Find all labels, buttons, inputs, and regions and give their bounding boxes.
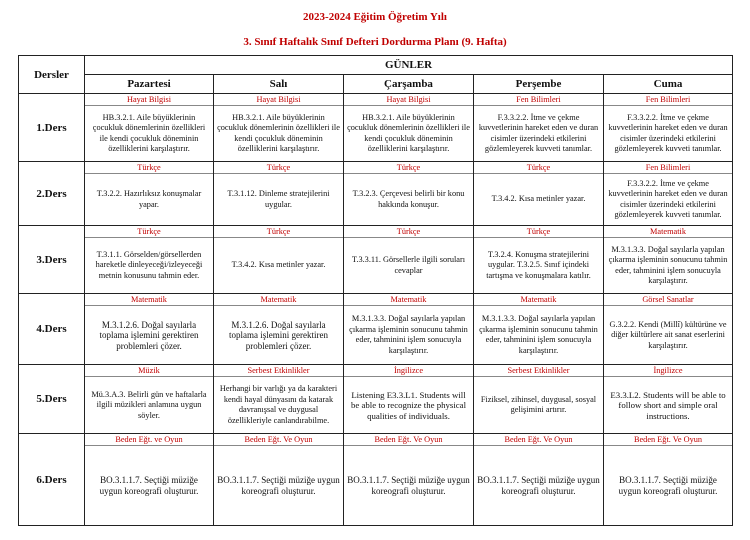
objective-text: M.3.1.2.6. Doğal sayılarla toplama işlemini gerektiren problemleri çözer. [99,319,199,351]
lesson-cell-inner [344,294,473,364]
lesson-cell [604,162,733,226]
objective-text: HB.3.2.1. Aile büyüklerinin çocukluk dönemlerinin özellikleri ile kendi çocukluk döneminin özelliklerini karşılaştırır. [347,112,470,154]
lesson-cell [474,294,604,365]
subject-label: Serbest Etkinlikler [474,365,603,377]
lesson-cell [85,94,214,162]
lesson-cell-inner [604,94,732,161]
subject-label: Matematik [85,294,213,306]
lessons-header: Dersler [19,56,85,94]
lesson-cell [85,365,214,434]
subject-label: Hayat Bilgisi [344,94,473,106]
day-header: Perşembe [474,75,604,94]
lesson-cell [344,94,474,162]
objective-text: Listening E3.3.L1. Students will be able to recognize the physical qualities of individuals. [350,389,467,421]
objective-text: M.3.1.3.3. Doğal sayılarla yapılan çıkarma işleminin sonucunu tahmin eder, tahminini işlem sonucuyla karşılaştırır. [349,314,468,355]
lesson-cell [604,294,733,365]
objective-text: Mü.3.A.3. Belirli gün ve haftalarla ilgili müzikleri anlamına uygun söyler. [91,389,207,420]
objective-text: Herhangi bir varlığı ya da karakteri kendi hayal dünyasını da katarak davranışsal ve duygusal özellikleriyle canlandırabilme. [219,384,338,425]
lesson-cell-inner [474,294,603,364]
subject-label: Beden Eğt. Ve Oyun [214,434,343,446]
lesson-cell [344,365,474,434]
lesson-cell [214,162,344,226]
schedule-table [18,55,733,526]
lesson-cell [344,226,474,294]
lesson-cell-inner [474,162,603,225]
lesson-cell [474,226,604,294]
lesson-label: 6.Ders [19,434,85,526]
lesson-cell-inner [85,294,213,364]
lesson-cell-inner [344,434,473,525]
objective-text: T.3.4.2. Kısa metinler yazar. [491,194,586,204]
lesson-cell-inner [474,94,603,161]
objective-text: E3.3.L2. Students will be able to follow short and simple oral instructions. [610,389,726,421]
lesson-cell-inner [214,294,343,364]
subject-label: İngilizce [604,365,732,377]
days-header: GÜNLER [85,56,733,75]
lesson-row [19,94,733,162]
lesson-cell-inner [604,162,732,225]
objective-text: T.3.4.2. Kısa metinler yazar. [231,260,326,270]
lesson-cell [344,434,474,526]
lesson-cell [604,365,733,434]
objective-text: T.3.1.12. Dinleme stratejilerini uygular. [227,189,330,209]
objective-text: M.3.1.3.3. Doğal sayılarla yapılan çıkarma işleminin sonucunu tahmin eder, tahminini işlem sonucuyla karşılaştırır. [608,244,728,286]
day-header: Cuma [604,75,733,94]
subject-label: Beden Eğt. ve Oyun [85,434,213,446]
plan-title: 3. Sınıf Haftalık Sınıf Defteri Dordurma Planı (9. Hafta) [243,36,507,48]
objective-text: M.3.1.3.3. Doğal sayılarla yapılan çıkarma işleminin sonucunu tahmin eder, tahminini işlem sonucuyla karşılaştırır. [479,314,598,355]
lesson-cell-inner [85,94,213,161]
objective-text: BO.3.1.1.7. Seçtiği müziğe uygun koreografi oluşturur. [217,475,340,496]
subject-label: İngilizce [344,365,473,377]
lesson-cell-inner [604,294,732,364]
subject-label: Matematik [214,294,343,306]
objective-text: BO.3.1.1.7. Seçtiği müziğe uygun koreografi oluşturur. [99,475,199,496]
schedule-body [19,94,733,526]
lesson-cell-inner [85,226,213,293]
objective-text: F.3.3.2.2. İtme ve çekme kuvvetlerinin hareket eden ve duran cisimler üzerindeki etkilerini gözlemleyerek kuvveti tanımlar. [478,112,599,154]
subject-label: Fen Bilimleri [604,162,732,174]
objective-text: F.3.3.2.2. İtme ve çekme kuvvetlerinin hareket eden ve duran cisimler üzerindeki etkilerini gözlemleyerek kuvveti tanımlar. [608,178,728,220]
subject-label: Türkçe [344,226,473,238]
objective-text: M.3.1.2.6. Doğal sayılarla toplama işlemini gerektiren problemleri çözer. [229,319,328,351]
lesson-cell [214,365,344,434]
lesson-label: 2.Ders [19,162,85,226]
subject-label: Fen Bilimleri [604,94,732,106]
lesson-row [19,162,733,226]
lesson-cell-inner [344,162,473,225]
subject-label: Hayat Bilgisi [214,94,343,106]
lesson-cell-inner [214,365,343,433]
day-header: Salı [214,75,344,94]
objective-text: T.3.2.4. Konuşma stratejilerini uygular. T.3.2.5. Sınıf içindeki tartışma ve konuşmalara katılır. [486,249,591,280]
lesson-row [19,365,733,434]
day-header: Çarşamba [344,75,474,94]
lesson-cell-inner [604,226,732,293]
subject-label: Matematik [604,226,732,238]
lesson-cell-inner [474,226,603,293]
objective-text: F.3.3.2.2. İtme ve çekme kuvvetlerinin hareket eden ve duran cisimler üzerindeki etkilerini gözlemleyerek kuvveti tanımlar. [608,112,728,154]
subject-label: Türkçe [214,226,343,238]
subject-label: Beden Eğt. Ve Oyun [344,434,473,446]
lesson-cell-inner [344,365,473,433]
lesson-cell [85,162,214,226]
objective-text: HB.3.2.1. Aile büyüklerinin çocukluk dönemlerinin özellikleri ile kendi çocukluk döneminin özelliklerini karşılaştırır. [217,112,340,154]
lesson-row [19,226,733,294]
lesson-cell [85,294,214,365]
objective-text: T.3.3.11. Görsellerle ilgili soruları cevaplar [351,255,466,275]
subject-label: Türkçe [474,162,603,174]
objective-text: G.3.2.2. Kendi (Millî) kültürüne ve diğer kültürlere ait sanat eserlerini karşılaştırır. [609,319,727,350]
subject-label: Matematik [344,294,473,306]
lesson-row [19,294,733,365]
objective-text: BO.3.1.1.7. Seçtiği müziğe uygun koreografi oluşturur. [477,475,600,496]
subject-label: Türkçe [214,162,343,174]
lesson-label: 1.Ders [19,94,85,162]
lesson-cell-inner [474,365,603,433]
lesson-cell-inner [214,162,343,225]
lesson-cell-inner [214,226,343,293]
lesson-cell [344,294,474,365]
objective-text: T.3.2.3. Çerçevesi belirli bir konu hakkında konuşur. [352,189,465,209]
lesson-cell [214,294,344,365]
lesson-cell-inner [344,226,473,293]
lesson-cell [344,162,474,226]
lesson-cell-inner [214,434,343,525]
lesson-cell-inner [344,94,473,161]
objective-text: BO.3.1.1.7. Seçtiği müziğe uygun koreografi oluşturur. [347,475,470,496]
lesson-cell [604,94,733,162]
lesson-cell-inner [214,94,343,161]
lesson-label: 3.Ders [19,226,85,294]
lesson-cell-inner [474,434,603,525]
subject-label: Serbest Etkinlikler [214,365,343,377]
lesson-cell [474,365,604,434]
lesson-cell [214,94,344,162]
lesson-cell [85,434,214,526]
lesson-cell [85,226,214,294]
subject-label: Hayat Bilgisi [85,94,213,106]
objective-text: Fiziksel, zihinsel, duygusal, sosyal gelişimini artırır. [480,394,597,415]
subject-label: Türkçe [85,226,213,238]
subject-label: Fen Bilimleri [474,94,603,106]
lesson-cell-inner [85,162,213,225]
objective-text: T.3.2.2. Hazırlıksız konuşmalar yapar. [96,189,202,209]
day-header: Pazartesi [85,75,214,94]
lesson-cell [604,434,733,526]
subject-label: Matematik [474,294,603,306]
lesson-cell-inner [85,434,213,525]
subject-label: Görsel Sanatlar [604,294,732,306]
lesson-cell-inner [604,365,732,433]
lesson-label: 5.Ders [19,365,85,434]
lesson-cell [474,434,604,526]
lesson-cell [474,94,604,162]
lesson-cell-inner [604,434,732,525]
lesson-cell [214,434,344,526]
lesson-cell-inner [85,365,213,433]
lesson-row [19,434,733,526]
year-title: 2023-2024 Eğitim Öğretim Yılı [303,11,447,23]
subject-label: Beden Eğt. Ve Oyun [474,434,603,446]
subject-label: Türkçe [474,226,603,238]
objective-text: T.3.1.1. Görselden/görsellerden hareketle dinleyeceği/izleyeceği metnin konusunu tahmin eder. [95,249,203,280]
lesson-cell [474,162,604,226]
objective-text: BO.3.1.1.7. Seçtiği müziğe uygun koreografi oluşturur. [618,475,718,496]
lesson-cell [214,226,344,294]
subject-label: Beden Eğt. Ve Oyun [604,434,732,446]
lesson-cell [604,226,733,294]
subject-label: Türkçe [85,162,213,174]
objective-text: HB.3.2.1. Aile büyüklerinin çocukluk dönemlerinin özellikleri ile kendi çocukluk döneminin özelliklerini karşılaştırır. [92,112,206,154]
subject-label: Türkçe [344,162,473,174]
subject-label: Müzik [85,365,213,377]
lesson-label: 4.Ders [19,294,85,365]
